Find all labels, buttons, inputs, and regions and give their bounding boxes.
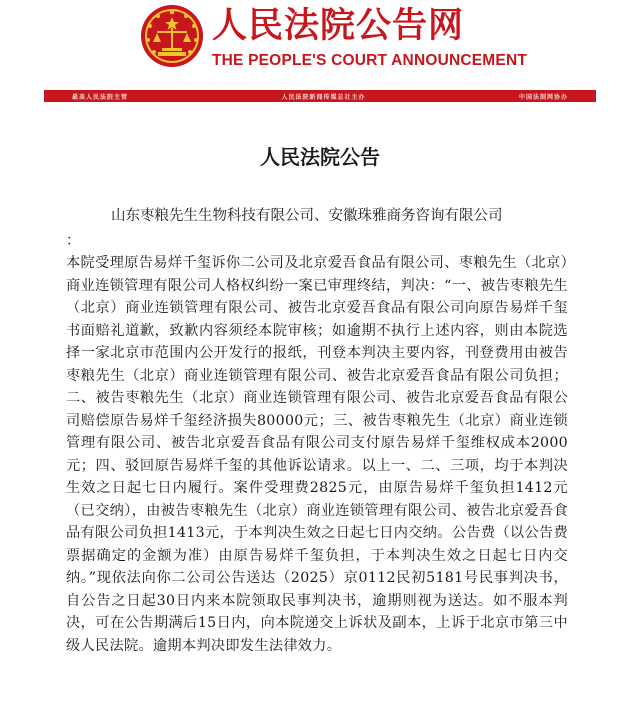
site-brand-cn: 人民法院公告网 bbox=[212, 6, 465, 46]
addressee-colon: ： bbox=[66, 233, 81, 249]
strip-item: 人民法院新闻传媒总社主办 bbox=[281, 93, 366, 101]
notice-body: 本院受理原告易烊千玺诉你二公司及北京爱吾食品有限公司、枣粮先生（北京）商业连锁管理有限公司人格权纠纷一案已审理终结，判决：“一、被告枣粮先生（北京）商业连锁管理有限公司、被告北京爱吾食品有限公司向原告易烊千玺书面赔礼道歉，致歉内容须经本院审核；如逾期不执行上述内容，则由本院选择一家北京市范围内公开发行的报纸，刊登本判决主要内容，刊登费用由被告枣粮先生（北京）商业连锁管理有限公司、被告北京爱吾食品有限公司负担；二、被告枣粮先生（北京）商业连锁管理有限公司、被告北京爱吾食品有限公司赔偿原告易烊千玺经济损失80000元；三、被告枣粮先生（北京）商业连锁管理有限公司、被告北京爱吾食品有限公司支付原告易烊千玺维权成本2000元；四、驳回原告易烊千玺的其他诉讼请求。以上一、二、三项，均于本判决生效之日起七日内履行。案件受理费2825元，由原告易烊千玺负担1412元（已交纳），由被告枣粮先生（北京）商业连锁管理有限公司、被告北京爱吾食品有限公司负担1413元，于本判决生效之日起七日内交纳。公告费（以公告费票据确定的金额为准）由原告易烊千玺负担，于本判决生效之日起七日内交纳。”现依法向你二公司公告送达（2025）京0112民初5181号民事判决书，自公告之日起30日内来本院领取民事判决书，逾期则视为送达。如不服本判决，可在公告期满后15日内，向本院递交上诉状及副本，上诉于北京市第三中级人民法院。逾期本判决即发生法律效力。 bbox=[66, 255, 568, 654]
header-strip bbox=[44, 90, 596, 102]
site-header bbox=[0, 0, 640, 100]
site-brand-en: THE PEOPLE'S COURT ANNOUNCEMENT bbox=[212, 52, 528, 69]
notice-addressee: 山东枣粮先生生物科技有限公司、安徽珠雅商务咨询有限公司 bbox=[111, 208, 503, 224]
notice-title: 人民法院公告 bbox=[260, 145, 380, 169]
strip-item: 最高人民法院主管 bbox=[72, 93, 129, 101]
strip-item: 中国法制网协办 bbox=[518, 93, 568, 101]
court-emblem-icon bbox=[140, 4, 204, 68]
